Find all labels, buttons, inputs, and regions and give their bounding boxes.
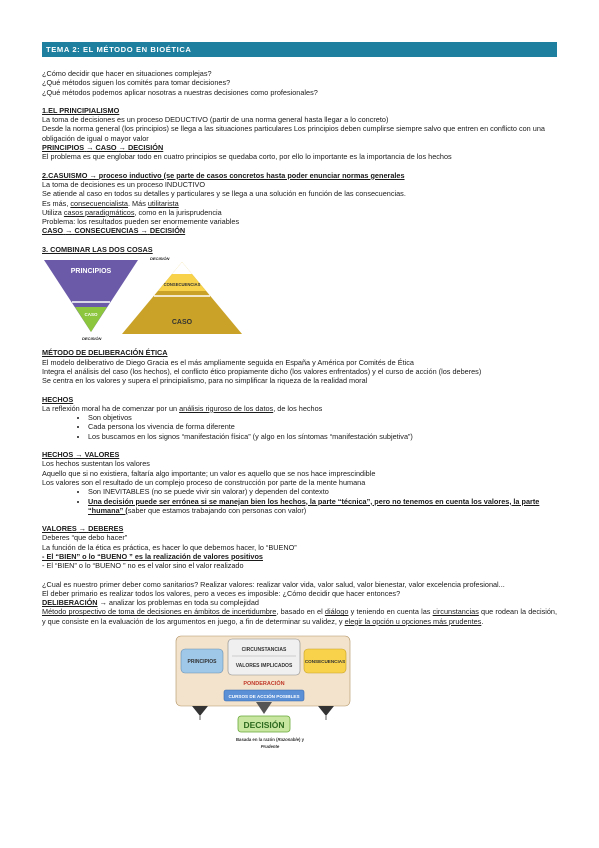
principialismo-flow: PRINCIPIOS → CASO → DECISIÓN bbox=[42, 143, 164, 153]
deberes-line-3: - El “BIEN” o lo “BUENO ” es la realización de valores positivos bbox=[42, 551, 263, 561]
list-item: • Cada persona los vivencia de forma diferente bbox=[88, 422, 557, 431]
decision-caption-1: Basada en la razón (Razonable) y bbox=[235, 737, 305, 743]
decision-label: DECISIÓN bbox=[243, 720, 285, 731]
hechos-line-1: La reflexión moral ha de comenzar por un análisis riguroso de los datos, de los hechos bbox=[42, 403, 323, 413]
fig-caso-small-label: CASO bbox=[84, 312, 98, 318]
circunstancias-label: CIRCUNSTANCIAS bbox=[241, 647, 287, 654]
list-item: • Son objetivos bbox=[88, 413, 557, 422]
arrow-down-icon bbox=[192, 706, 208, 716]
arrow-down-icon bbox=[256, 702, 272, 714]
intro-question-2: ¿Qué métodos siguen los comités para tomar decisiones? bbox=[42, 78, 231, 88]
ponderacion-label: PONDERACIÓN bbox=[243, 681, 285, 688]
hechos-list bbox=[42, 413, 557, 441]
section-deliberacion-title: MÉTODO DE DELIBERACIÓN ÉTICA bbox=[42, 348, 168, 358]
deliberacion-definition-title: DELIBERACIÓN → analizar los problemas en toda su complejidad bbox=[42, 598, 259, 608]
arrow-icon: → bbox=[118, 143, 126, 153]
intro-question-3: ¿Qué métodos podemos aplicar nosotras a nuestras decisiones como profesionales? bbox=[42, 87, 318, 97]
fig-consecuencias-label: CONSECUENCIAS bbox=[163, 282, 201, 288]
principialismo-line-3: El problema es que englobar todo en cuatro principios se quedaba corto, por ello lo importante es la importancia de los hechos bbox=[42, 152, 452, 162]
consecuencias-label: CONSECUENCIAS bbox=[304, 659, 346, 665]
valores-list bbox=[42, 487, 557, 515]
casuismo-line-4: Utiliza casos paradigmáticos, como en la jurisprudencia bbox=[42, 207, 222, 217]
principios-label: PRINCIPIOS bbox=[187, 659, 217, 666]
deberes-line-4: - El “BIEN” o lo “BUENO ” no es el valor sino el valor realizado bbox=[42, 561, 244, 571]
arrow-down-icon bbox=[318, 706, 334, 716]
fig-decision-top-label: DECISIÓN bbox=[150, 256, 170, 262]
document-page bbox=[42, 42, 557, 754]
topic-banner: TEMA 2: EL MÉTODO EN BIOÉTICA bbox=[42, 42, 557, 57]
arrow-icon: → bbox=[75, 450, 83, 460]
section-hechos-valores-title: HECHOS → VALORES bbox=[42, 450, 120, 460]
caso-small-triangle bbox=[75, 307, 107, 332]
combined-method-figure bbox=[42, 256, 557, 342]
section-valores-deberes-title: VALORES → DEBERES bbox=[42, 524, 124, 534]
fig-decision-bottom-label: DECISIÓN bbox=[82, 336, 102, 342]
section-hechos-title: HECHOS bbox=[42, 394, 74, 404]
valores-line-3: Los valores son el resultado de un complejo proceso de construcción por parte de la mente humana bbox=[42, 477, 366, 487]
fig-principios-label: PRINCIPIOS bbox=[70, 268, 112, 276]
casuismo-flow: CASO → CONSECUENCIAS → DECISIÓN bbox=[42, 226, 186, 236]
decision-caption-2: Prudente bbox=[260, 744, 280, 750]
cursos-label: CURSOS DE ACCIÓN POSIBLES bbox=[228, 694, 300, 700]
arrow-icon: → bbox=[86, 143, 94, 153]
section-casuismo-title: 2.CASUISMO → proceso inductivo (se parte de casos concretos hasta poder enunciar normas generales bbox=[42, 170, 405, 180]
intro-question-1: ¿Cómo decidir que hacer en situaciones complejas? bbox=[42, 69, 212, 78]
circunstancias-box bbox=[228, 639, 300, 675]
arrow-icon: → bbox=[89, 170, 97, 180]
sanitarios-line-2: El deber primario es realizar todos los valores, pero a veces es imposible: ¿Cómo decidir que hacer entonces? bbox=[42, 588, 401, 598]
arrow-icon: → bbox=[99, 598, 107, 608]
list-item: • Una decisión puede ser errónea si se manejan bien los hechos, la parte “técnica”, pero no tenemos en cuenta los valores, la parte “humana” (saber que estamos trabajando con personas con valor) bbox=[88, 497, 557, 516]
deliberacion-line-2: Integra el análisis del caso (los hechos), el conflicto ético propiamente dicho (los valores enfrentados) y el curso de acción (los deberes) bbox=[42, 366, 482, 376]
valores-line-2: Aquello que si no existiera, faltaría algo importante; un valor es aquello que se nos hace imprescindible bbox=[42, 468, 376, 478]
list-item: • Los buscamos en los signos “manifestación física” (y algo en los síntomas “manifestación subjetiva”) bbox=[88, 432, 557, 441]
casuismo-line-3: Es más, consecuencialista. Más utilitarista bbox=[42, 198, 179, 208]
deliberacion-paragraph: Método prospectivo de toma de decisiones en ámbitos de incertidumbre, basado en el diálogo y teniendo en cuenta las circunstancias que rodean la decisión, y que consiste en la evaluación de los argumentos en juego, a fin de determinar su validez, y elegir la opción u opciones más prudentes. bbox=[42, 607, 557, 626]
sanitarios-line-1: ¿Cual es nuestro primer deber como sanitarios? Realizar valores: realizar valor vida, valor salud, valor bienestar, valor excelencia profesional... bbox=[42, 579, 505, 589]
arrow-icon: → bbox=[65, 226, 73, 236]
combined-method-diagram bbox=[42, 258, 242, 336]
decision-tip bbox=[172, 262, 192, 274]
deliberation-figure bbox=[162, 632, 557, 754]
deberes-line-2: La función de la ética es práctica, es hacer lo que debemos hacer, lo “BUENO” bbox=[42, 542, 297, 552]
section-combinar-title: 3. COMBINAR LAS DOS COSAS bbox=[42, 244, 153, 254]
fig-caso-big-label: CASO bbox=[171, 319, 193, 327]
deliberacion-line-1: El modelo deliberativo de Diego Gracia es el más ampliamente seguida en España y América por Comités de Ética bbox=[42, 357, 414, 367]
principialismo-line-1: La toma de decisiones es un proceso DEDUCTIVO (partir de una norma general hasta llegar a lo concreto) bbox=[42, 115, 389, 125]
valores-line-1: Los hechos sustentan los valores bbox=[42, 459, 150, 469]
deliberacion-line-3: Se centra en los valores y supera el principialismo, para no simplificar la riqueza de la realidad moral bbox=[42, 376, 368, 386]
casuismo-line-2: Se atiende al caso en todos su detalles y particulares y se llega a una solución en función de las consecuencias. bbox=[42, 189, 406, 199]
valores-implicados-label: VALORES IMPLICADOS bbox=[235, 663, 293, 670]
deliberation-diagram bbox=[162, 632, 362, 752]
principialismo-line-2: Desde la norma general (los principios) se llega a las situaciones particulares Los principios deben cumplirse siempre salvo que entren en conflicto con una obligación de igual o mayor valor bbox=[42, 124, 545, 143]
section-principialismo-title: 1.EL PRINCIPIALISMO bbox=[42, 105, 120, 115]
arrow-icon: → bbox=[78, 524, 87, 534]
deberes-line-1: Deberes “que debo hacer” bbox=[42, 533, 128, 543]
casuismo-line-1: La toma de decisiones es un proceso INDUCTIVO bbox=[42, 179, 206, 189]
arrow-icon: → bbox=[140, 226, 148, 236]
casuismo-line-5: Problema: los resultados pueden ser enormemente variables bbox=[42, 217, 240, 227]
list-item: • Son INEVITABLES (no se puede vivir sin valorar) y dependen del contexto bbox=[88, 487, 557, 496]
